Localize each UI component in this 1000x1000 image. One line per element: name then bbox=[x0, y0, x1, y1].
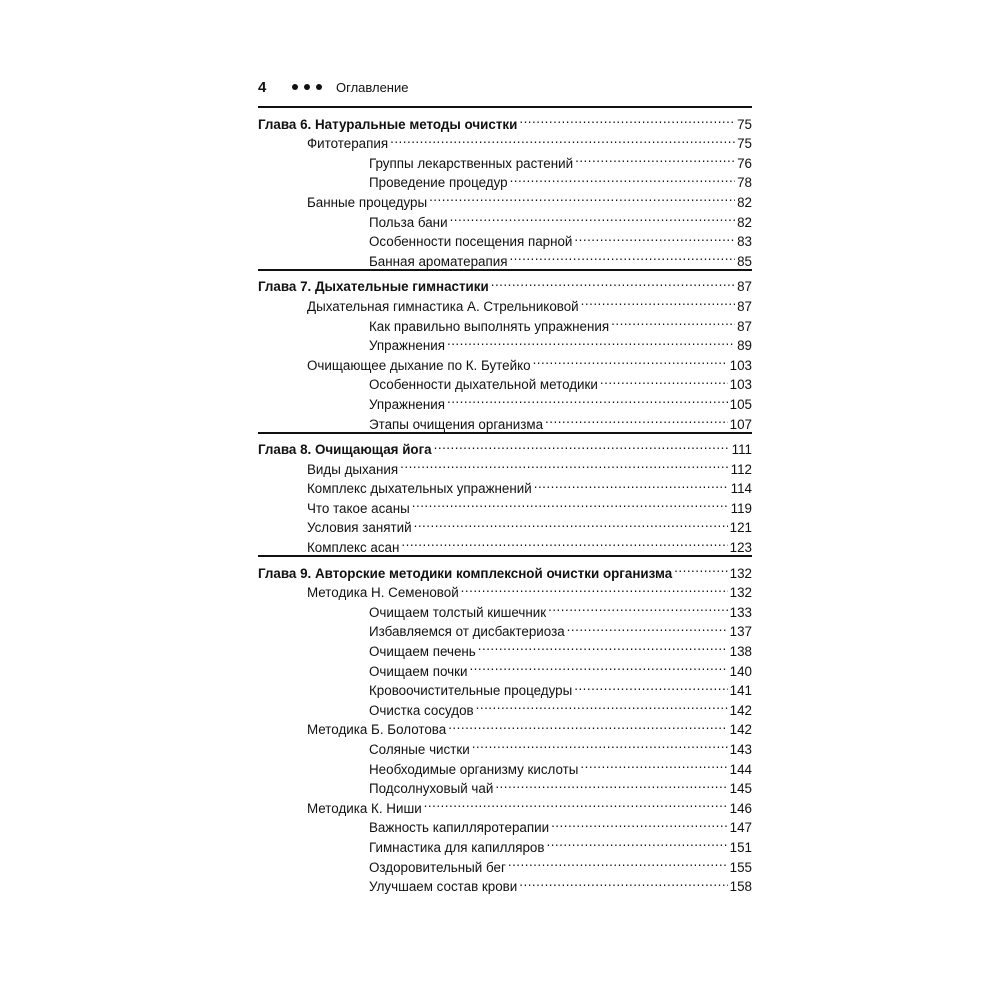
toc-subsection bbox=[258, 636, 752, 660]
toc-subsection bbox=[258, 695, 752, 718]
toc-entry-page: 75 bbox=[737, 116, 752, 132]
dot-leader bbox=[600, 370, 728, 390]
toc-entry-title: Важность капилляротерапии bbox=[369, 820, 550, 836]
dot-leader bbox=[491, 272, 735, 292]
toc-entry-page: 144 bbox=[729, 761, 752, 777]
toc-entry-title: Очищаем печень bbox=[369, 644, 476, 660]
toc-entry-title: Глава 7. Дыхательные гимнастики bbox=[258, 279, 489, 295]
dot-leader bbox=[450, 207, 736, 227]
toc-subsection bbox=[258, 676, 752, 699]
toc-entry-page: 151 bbox=[729, 839, 752, 855]
toc-entry-title: Методика Н. Семеновой bbox=[307, 585, 459, 601]
toc-subsection bbox=[258, 227, 752, 250]
toc-subsection bbox=[258, 754, 752, 777]
toc-entry-page: 114 bbox=[730, 481, 752, 497]
toc-entry-page: 145 bbox=[729, 781, 752, 797]
toc-section bbox=[258, 715, 752, 738]
dot-leader bbox=[509, 246, 735, 266]
toc-entry-page: 146 bbox=[729, 800, 752, 816]
toc-entry-title: Оздоровительный бег bbox=[369, 859, 506, 875]
toc-entry-title: Подсолнуховый чай bbox=[369, 781, 494, 797]
toc-entry-title: Дыхательная гимнастика А. Стрельниковой bbox=[307, 298, 579, 314]
toc-entry-title: Виды дыхания bbox=[307, 461, 399, 477]
dot-leader bbox=[447, 331, 735, 351]
toc-entry-title: Польза бани bbox=[369, 214, 448, 230]
toc-section bbox=[258, 187, 752, 210]
toc-entry-page: 158 bbox=[729, 879, 752, 895]
toc-entry-title: Глава 8. Очищающая йога bbox=[258, 442, 432, 458]
toc-entry-page: 137 bbox=[729, 624, 752, 640]
toc-entry-title: Комплекс дыхательных упражнений bbox=[307, 481, 532, 497]
dot-leader bbox=[448, 715, 727, 735]
dot-leader bbox=[575, 148, 735, 168]
dot-leader bbox=[401, 532, 727, 552]
toc-entry-title: Упражнения bbox=[369, 396, 445, 412]
toc-entry-page: 133 bbox=[729, 604, 752, 620]
chapter-block bbox=[258, 106, 752, 269]
dot-leader bbox=[461, 578, 728, 598]
chapter-heading bbox=[258, 435, 752, 458]
toc-entry-page: 103 bbox=[729, 357, 752, 373]
dot-leader bbox=[476, 695, 728, 715]
dot-leader bbox=[519, 109, 735, 129]
dot-leader bbox=[519, 872, 727, 892]
toc-entry-page: 75 bbox=[737, 136, 752, 152]
toc-entry-page: 103 bbox=[729, 377, 752, 393]
toc-entry-title: Очистка сосудов bbox=[369, 702, 474, 718]
dot-leader bbox=[551, 813, 728, 833]
toc-entry-title: Особенности дыхательной методики bbox=[369, 377, 598, 393]
toc-entry-page: 132 bbox=[729, 585, 752, 601]
toc-entry-page: 87 bbox=[737, 318, 752, 334]
dots-ornament-icon bbox=[292, 84, 322, 90]
table-of-contents bbox=[258, 106, 752, 894]
toc-entry-page: 111 bbox=[731, 442, 752, 458]
toc-entry-page: 76 bbox=[737, 155, 752, 171]
toc-entry-title: Глава 9. Авторские методики комплексной очистки организма bbox=[258, 565, 673, 581]
chapter-block bbox=[258, 555, 752, 895]
toc-entry-title: Методика К. Ниши bbox=[307, 800, 422, 816]
toc-section bbox=[258, 793, 752, 816]
toc-entry-page: 107 bbox=[729, 416, 752, 432]
dot-leader bbox=[611, 311, 735, 331]
toc-entry-title: Очищаем почки bbox=[369, 663, 468, 679]
toc-entry-title: Кровоочистительные процедуры bbox=[369, 683, 573, 699]
toc-entry-title: Особенности посещения парной bbox=[369, 234, 573, 250]
toc-entry-page: 83 bbox=[737, 234, 752, 250]
toc-entry-title: Группы лекарственных растений bbox=[369, 155, 574, 171]
toc-entry-page: 147 bbox=[729, 820, 752, 836]
dot-leader bbox=[533, 350, 728, 370]
toc-entry-page: 141 bbox=[729, 683, 752, 699]
dot-leader bbox=[478, 636, 728, 656]
toc-entry-page: 132 bbox=[729, 565, 752, 581]
running-head-title: Оглавление bbox=[336, 79, 409, 95]
toc-entry-title: Как правильно выполнять упражнения bbox=[369, 318, 610, 334]
dot-leader bbox=[546, 832, 727, 852]
chapter-heading bbox=[258, 272, 752, 295]
toc-subsection bbox=[258, 331, 752, 354]
dot-leader bbox=[414, 513, 728, 533]
dot-leader bbox=[545, 409, 728, 429]
dot-leader bbox=[581, 291, 735, 311]
toc-entry-page: 87 bbox=[737, 298, 752, 314]
toc-entry-title: Условия занятий bbox=[307, 520, 412, 536]
toc-entry-page: 82 bbox=[737, 214, 752, 230]
toc-entry-title: Очищающее дыхание по К. Бутейко bbox=[307, 357, 531, 373]
toc-entry-title: Банная ароматерапия bbox=[369, 253, 508, 269]
toc-subsection bbox=[258, 389, 752, 412]
toc-entry-page: 78 bbox=[737, 175, 752, 191]
dot-leader bbox=[412, 493, 729, 513]
dot-leader bbox=[674, 558, 728, 578]
toc-entry-page: 119 bbox=[730, 500, 752, 516]
toc-entry-page: 138 bbox=[729, 644, 752, 660]
dot-leader bbox=[390, 129, 735, 149]
dot-leader bbox=[534, 474, 729, 494]
toc-entry-title: Глава 6. Натуральные методы очистки bbox=[258, 116, 518, 132]
toc-entry-title: Комплекс асан bbox=[307, 540, 400, 556]
dot-leader bbox=[574, 676, 727, 696]
toc-entry-page: 143 bbox=[729, 742, 752, 757]
toc-entry-page: 82 bbox=[737, 194, 752, 210]
dot-leader bbox=[472, 734, 728, 754]
dot-leader bbox=[447, 389, 728, 409]
toc-entry-title: Соляные чистки bbox=[369, 742, 470, 757]
dot-leader bbox=[424, 793, 728, 813]
toc-entry-title: Гимнастика для капилляров bbox=[369, 839, 545, 855]
toc-entry-page: 142 bbox=[729, 722, 752, 738]
chapter-heading bbox=[258, 558, 752, 581]
toc-entry-title: Банные процедуры bbox=[307, 194, 428, 210]
dot-leader bbox=[434, 435, 730, 455]
running-head bbox=[258, 76, 408, 98]
toc-entry-page: 121 bbox=[729, 520, 752, 536]
toc-entry-title: Что такое асаны bbox=[307, 500, 410, 516]
dot-leader bbox=[567, 617, 728, 637]
dot-leader bbox=[400, 454, 729, 474]
toc-entry-page: 155 bbox=[729, 859, 752, 875]
toc-entry-page: 123 bbox=[729, 540, 752, 556]
toc-section bbox=[258, 350, 752, 373]
dot-leader bbox=[580, 754, 727, 774]
dot-leader bbox=[429, 187, 735, 207]
toc-entry-title: Очищаем толстый кишечник bbox=[369, 604, 547, 620]
toc-entry-page: 89 bbox=[737, 338, 752, 354]
dot-leader bbox=[548, 597, 728, 617]
dot-leader bbox=[469, 656, 727, 676]
chapter-block bbox=[258, 432, 752, 556]
toc-entry-page: 85 bbox=[737, 253, 752, 269]
chapter-heading bbox=[258, 109, 752, 132]
toc-entry-title: Улучшаем состав крови bbox=[369, 879, 518, 895]
chapter-block bbox=[258, 269, 752, 432]
dot-leader bbox=[574, 227, 735, 247]
toc-entry-title: Фитотерапия bbox=[307, 136, 389, 152]
toc-entry-title: Избавляемся от дисбактериоза bbox=[369, 624, 565, 640]
toc-entry-title: Проведение процедур bbox=[369, 175, 508, 191]
toc-entry-page: 140 bbox=[729, 663, 752, 679]
toc-entry-title: Методика Б. Болотова bbox=[307, 722, 447, 738]
toc-entry-title: Упражнения bbox=[369, 338, 445, 354]
toc-entry-title: Этапы очищения организма bbox=[369, 416, 544, 432]
dot-leader bbox=[495, 774, 727, 794]
page-number: 4 bbox=[258, 78, 267, 96]
dot-leader bbox=[510, 168, 736, 188]
dot-leader bbox=[508, 852, 728, 872]
toc-subsection bbox=[258, 774, 752, 797]
toc-entry-page: 105 bbox=[729, 396, 752, 412]
toc-entry-title: Необходимые организму кислоты bbox=[369, 761, 579, 777]
toc-entry-page: 112 bbox=[730, 461, 752, 477]
toc-subsection bbox=[258, 656, 752, 679]
toc-entry-page: 142 bbox=[729, 702, 752, 718]
toc-subsection bbox=[258, 409, 752, 432]
toc-entry-page: 87 bbox=[737, 279, 752, 295]
